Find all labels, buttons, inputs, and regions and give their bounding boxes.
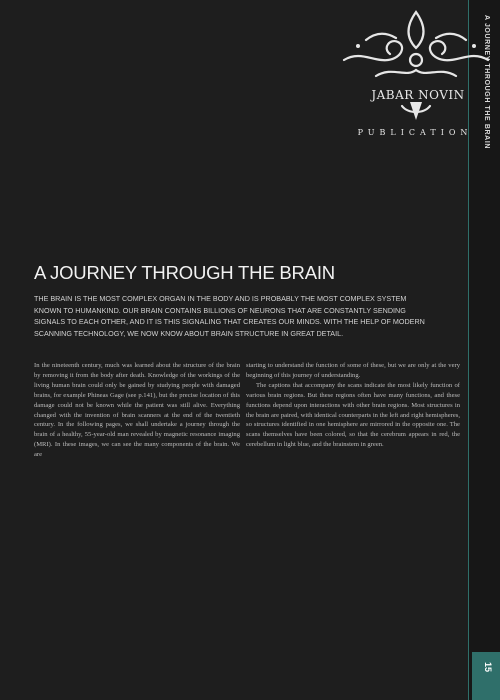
logo-name: JABAR NOVIN bbox=[371, 88, 465, 102]
logo-subtitle: PUBLICATION bbox=[357, 128, 473, 137]
running-head: A JOURNEY THROUGH THE BRAIN bbox=[483, 15, 490, 150]
page-number: 15 bbox=[483, 662, 493, 673]
publisher-logo bbox=[336, 2, 496, 140]
body-column-left bbox=[34, 361, 240, 460]
page-number-tab bbox=[472, 652, 500, 700]
body-paragraph: In the nineteenth century, much was learned about the structure of the brain by removing it from the body after death. Knowledge of the workings of the living human brain could only be gained by studying people with damaged brains, for example Phineas Gage (see p.141), but the precise location of this damage could not be known while the patient was still alive. Everything changed with the invention of brain scanners at the end of the twentieth century. In the following pages, we shall undertake a journey through the brain of a healthy, 55-year-old man revealed by magnetic resonance imaging (MRI). In these images, we can see the many components of the brain. We are bbox=[34, 362, 240, 459]
logo-ornament-icon bbox=[336, 2, 496, 140]
body-paragraph: starting to understand the function of some of these, but we are only at the very beginning of this journey of understanding. bbox=[246, 362, 460, 379]
body-column-right bbox=[246, 361, 460, 450]
body-paragraph: The captions that accompany the scans indicate the most likely function of various brain regions. But these regions often have many functions, and these functions depend upon interactions with other brain regions. Most structures in the brain are paired, with identical counterparts in the left and right hemispheres, so structures identified in one hemisphere are mirrored in the opposite one. The scans themselves have been colored, so that the cerebrum appears in red, the cerebellum in light blue, and the brainstem in green. bbox=[246, 381, 460, 449]
page-title: A JOURNEY THROUGH THE BRAIN bbox=[34, 262, 335, 283]
intro-paragraph: THE BRAIN IS THE MOST COMPLEX ORGAN IN THE BODY AND IS PROBABLY THE MOST COMPLEX SYSTEM KNOWN TO HUMANKIND. OUR BRAIN CONTAINS BILLIONS OF NEURONS THAT ARE CONSTANTLY SENDING SIGNALS TO EACH OTHER, AND IT IS THIS SIGNALING THAT CREATES OUR MINDS. WITH THE HELP OF MODERN SCANNING TECHNOLOGY, WE NOW KNOW ABOUT BRAIN STRUCTURE IN GREAT DETAIL. bbox=[34, 294, 425, 338]
